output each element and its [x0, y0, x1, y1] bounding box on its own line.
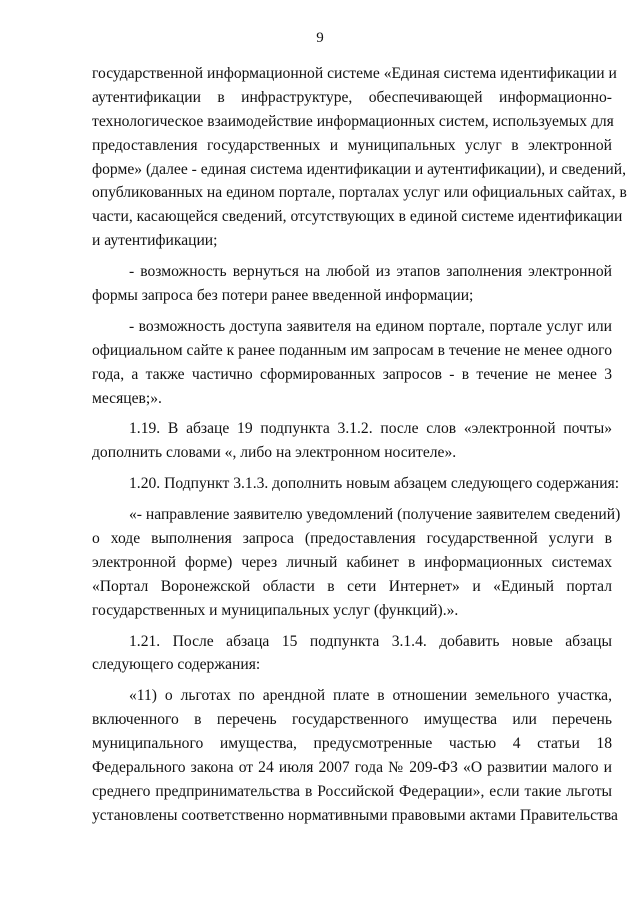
text-line: формы запроса без потери ранее введенной информации;	[92, 287, 474, 305]
text-line: установлены соответственно нормативными правовыми актами Правительства	[92, 806, 618, 824]
text-line: 1.19. В абзаце 19 подпункта 3.1.2. после слов «электронной почты»	[129, 420, 612, 438]
text-line: аутентификации в инфраструктуре, обеспечивающей информационно-	[92, 88, 612, 106]
text-line: и аутентификации;	[92, 232, 218, 250]
text-line: форме» (далее - единая система идентификации и аутентификации), и сведений,	[92, 160, 627, 178]
text-line: года, а также частично сформированных запросов - в течение не менее 3	[92, 365, 612, 383]
text-line: следующего содержания:	[92, 656, 261, 674]
text-line: месяцев;».	[92, 389, 162, 407]
text-line: включенного в перечень государственного имущества или перечень	[92, 711, 612, 729]
page-number: 9	[316, 30, 324, 46]
text-line: - возможность доступа заявителя на едином портале, портале услуг или	[129, 317, 612, 335]
text-line: 1.20. Подпункт 3.1.3. дополнить новым абзацем следующего содержания:	[129, 475, 620, 493]
text-line: Федерального закона от 24 июля 2007 года № 209-ФЗ «О развитии малого и	[92, 759, 612, 777]
text-line: дополнить словами «, либо на электронном носителе».	[92, 444, 457, 462]
text-line: муниципального имущества, предусмотренные частью 4 статьи 18	[92, 735, 612, 753]
text-line: 1.21. После абзаца 15 подпункта 3.1.4. добавить новые абзацы	[129, 632, 612, 650]
text-line: о ходе выполнения запроса (предоставления государственной услуги в	[92, 530, 612, 548]
text-line: «- направление заявителю уведомлений (получение заявителем сведений)	[129, 506, 621, 524]
text-line: - возможность вернуться на любой из этапов заполнения электронной	[129, 263, 612, 281]
text-line: «Портал Воронежской области в сети Интернет» и «Единый портал	[92, 577, 612, 595]
text-line: технологическое взаимодействие информационных систем, используемых для	[92, 112, 614, 130]
text-line: электронной форме) через личный кабинет в информационных системах	[92, 553, 612, 571]
text-line: государственной информационной системе «Единая система идентификации и	[92, 65, 617, 82]
text-line: предоставления государственных и муниципальных услуг в электронной	[92, 136, 612, 154]
text-line: опубликованных на едином портале, порталах услуг или официальных сайтах, в	[92, 184, 627, 202]
text-line: официальном сайте к ранее поданным им запросам в течение не менее одного	[92, 341, 612, 359]
text-line: государственных и муниципальных услуг (функций).».	[92, 601, 459, 619]
text-line: «11) о льготах по арендной плате в отношении земельного участка,	[129, 687, 612, 705]
text-line: части, касающейся сведений, отсутствующих в единой системе идентификации	[92, 208, 623, 226]
text-line: среднего предпринимательства в Российской Федерации», если такие льготы	[92, 782, 612, 800]
document-body	[92, 62, 627, 828]
